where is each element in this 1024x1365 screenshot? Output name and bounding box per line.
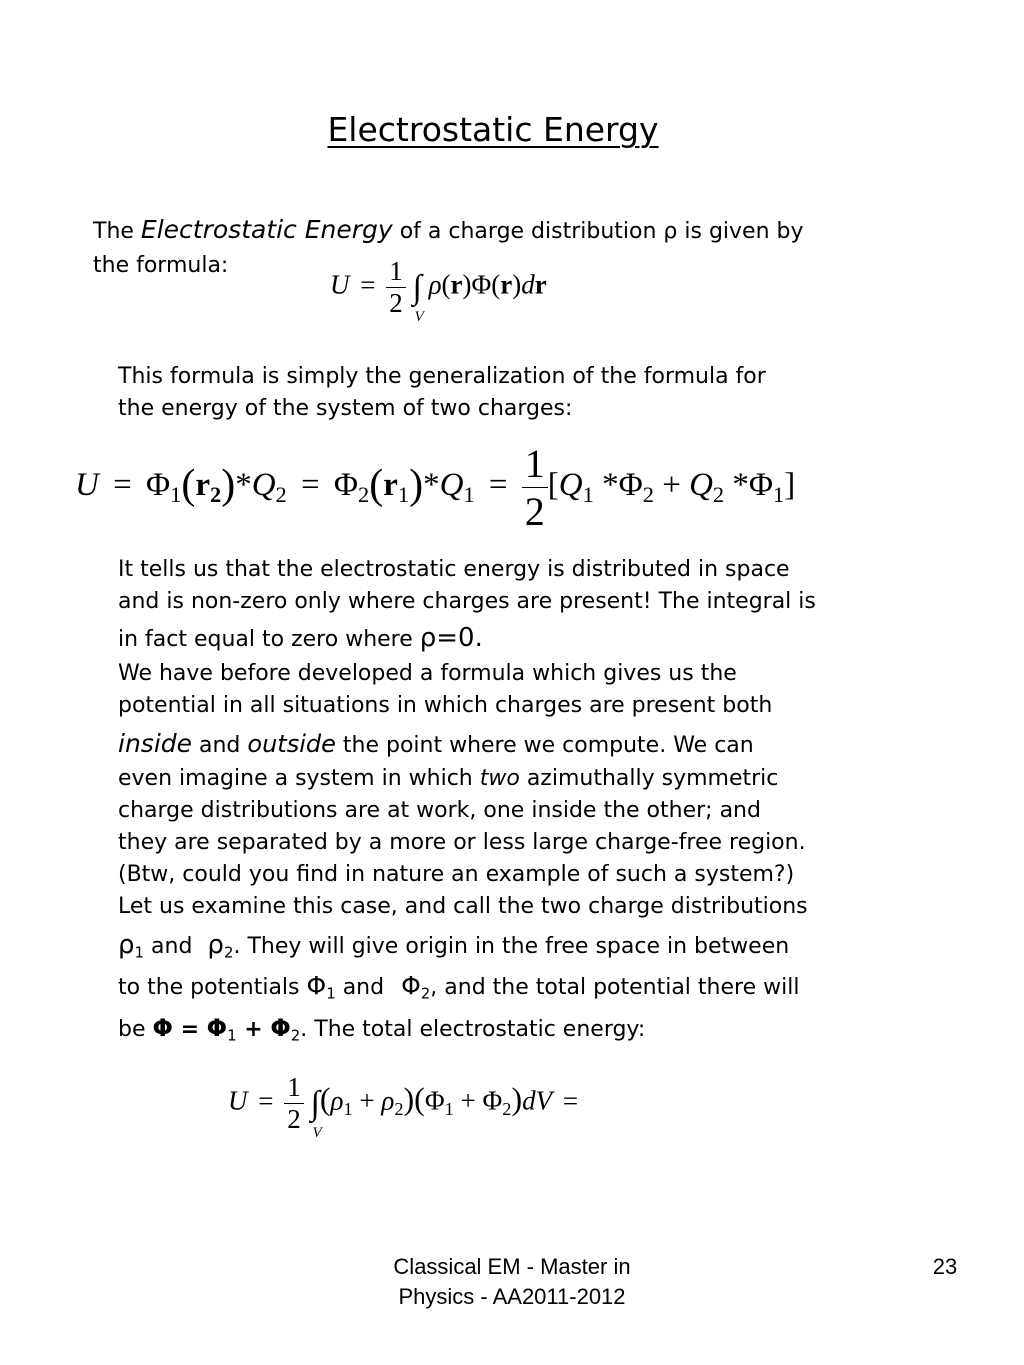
para3-line-3-rest: the point where we compute. We can	[335, 733, 754, 758]
page-number: 23	[932, 1254, 958, 1279]
eq2-sub: 2	[209, 481, 222, 507]
slide-title: Electrostatic Energy	[327, 110, 659, 149]
para3-line-3	[118, 728, 754, 763]
eq3-rho: ρ	[330, 1085, 344, 1116]
intro-pre: The	[93, 219, 141, 244]
para3-line-1: We have before developed a formula which gives us the	[118, 661, 737, 686]
eq3-int-sub: V	[312, 1124, 322, 1141]
para1-line-2: the energy of the system of two charges:	[118, 396, 573, 421]
eq2-sub: 1	[773, 481, 785, 507]
eq1-d: d	[521, 269, 535, 300]
eq2-star: *	[423, 467, 440, 504]
eq1-r3: r	[534, 269, 547, 300]
eq1-num: 1	[386, 256, 406, 288]
eq2-star: *	[732, 467, 749, 504]
para3-line-9-rest: . They will give origin in the free space in between	[233, 934, 790, 959]
eq2-sub: 1	[463, 481, 475, 507]
eq2-eq-2: =	[301, 467, 320, 504]
eq2-eq-3: =	[488, 467, 508, 504]
eq1-int-sign: ∫	[412, 268, 422, 306]
eq1-rho: ρ	[428, 269, 442, 300]
phi-symbol: Φ	[270, 1014, 291, 1042]
phi-symbol: Φ	[206, 1014, 228, 1042]
eq2-num: 1	[522, 440, 548, 488]
eq2-sub: 2	[358, 481, 370, 507]
eq3-num: 1	[284, 1072, 304, 1104]
para3-line-8: Let us examine this case, and call the two charge distributions	[118, 894, 808, 919]
sub-index: 2	[290, 1026, 301, 1045]
eq1-r2: r	[500, 269, 513, 300]
eq3-sub: 2	[394, 1099, 404, 1120]
eq3-plus: +	[359, 1085, 375, 1116]
sub-index: 1	[227, 1026, 237, 1045]
eq3-rho: ρ	[381, 1085, 395, 1116]
para3-line-6: they are separated by a more or less large charge-free region.	[118, 830, 806, 855]
eq2-sub: 1	[397, 481, 410, 507]
eq2-Q: Q	[558, 467, 583, 504]
eq3-plus: +	[460, 1085, 476, 1116]
eq2-sub: 2	[642, 481, 654, 507]
para2-line-3	[118, 622, 483, 657]
para3-line-10	[118, 970, 799, 1005]
para3-line-4a: even imagine a system in which	[118, 766, 480, 791]
sub-index: 2	[223, 943, 234, 962]
eq3-sub: 1	[444, 1099, 454, 1120]
eq2-phi: Φ	[748, 467, 773, 504]
para3-line-10-rest: , and the total potential there will	[430, 975, 800, 1000]
eq1-equals: =	[360, 269, 376, 300]
eq3-int-sign: ∫	[310, 1084, 320, 1122]
eq2-den: 2	[524, 489, 545, 534]
eq2-sub: 1	[582, 481, 594, 507]
eq2-phi-2: Φ	[333, 467, 358, 504]
eq2-sub: 1	[170, 481, 182, 507]
phi-symbol: Φ	[306, 971, 327, 1000]
para3-line-9	[118, 929, 789, 964]
eq1-r1: r	[450, 269, 463, 300]
intro-line-1	[93, 214, 804, 249]
eq2-Q: Q	[251, 467, 276, 504]
eq2-lbracket: [	[547, 467, 559, 504]
eq1-fraction	[386, 256, 406, 319]
rho-symbol: ρ	[207, 930, 224, 960]
para3-line-2: potential in all situations in which charges are present both	[118, 693, 773, 718]
para3-inside: inside	[118, 729, 193, 758]
eq3-phi: Φ	[482, 1085, 503, 1116]
eq2-plus: +	[662, 467, 681, 504]
eq2-phi-1: Φ	[145, 467, 171, 504]
para3-line-7: (Btw, could you find in nature an example of such a system?)	[118, 862, 795, 887]
eq3-sub: 1	[343, 1099, 353, 1120]
eq2-Q: Q	[439, 467, 464, 504]
eq1-integral	[412, 268, 424, 325]
para3-line-4	[118, 763, 778, 796]
eq2-U: U	[75, 467, 99, 504]
para2-line-3-text: in fact equal to zero where	[118, 627, 420, 652]
eq3-phi: Φ	[424, 1085, 445, 1116]
equation-3: U = $\frac{1}{2}$ ∫ V $(\rho_1 + \rho_2)(\Phi_1 + \Phi_2)dV$ =	[228, 1072, 579, 1141]
eq2-sub: 2	[712, 481, 725, 507]
eq2-sub: 2	[275, 481, 287, 507]
eq3-dV: dV	[522, 1085, 553, 1116]
para3-two: two	[479, 766, 520, 791]
footer-course	[312, 1252, 712, 1312]
para3-line-11	[118, 1012, 645, 1047]
para3-line-11-rest: . The total electrostatic energy:	[300, 1017, 646, 1042]
intro-line-2: the formula:	[93, 253, 229, 278]
eq2-eq-1: =	[113, 467, 132, 504]
rho-symbol: ρ	[118, 930, 135, 960]
para1-line-1: This formula is simply the generalization of the formula for	[118, 364, 766, 389]
intro-post: of a charge distribution ρ is given by	[392, 219, 804, 244]
eq3-sub: 2	[502, 1099, 512, 1120]
eq1-int-sub: V	[414, 308, 424, 325]
para2-rho-zero: ρ=0.	[419, 623, 483, 653]
eq2-star: *	[235, 467, 252, 504]
para3-and: and	[192, 733, 248, 758]
plus-sign: +	[236, 1017, 271, 1042]
eq-sign: =	[172, 1017, 207, 1042]
and-word: and	[144, 934, 200, 959]
eq2-rbracket: ]	[784, 467, 796, 504]
eq3-den: 2	[287, 1104, 301, 1134]
para2-line-1: It tells us that the electrostatic energy is distributed in space	[118, 557, 790, 582]
eq3-U: U	[228, 1085, 248, 1116]
equation-2: $U = \Phi_1(r_2)*Q_2 = \Phi_2(r_1)*Q_1$ = $\frac{1}{2}$ [$Q_1$ $*\Phi_2 + Q_2$ $*\Phi_1$]	[75, 441, 796, 534]
sub-index: 2	[420, 984, 431, 1003]
para3-line-4b: azimuthally symmetric	[519, 766, 779, 791]
para2-line-2: and is non-zero only where charges are present! The integral is	[118, 589, 816, 614]
para3-line-5: charge distributions are at work, one inside the other; and	[118, 798, 761, 823]
eq3-trailing-equals: =	[562, 1085, 579, 1116]
phi-symbol: Φ	[152, 1014, 173, 1042]
and-word: and	[335, 975, 392, 1000]
eq2-star: *	[602, 467, 619, 504]
eq3-equals: =	[258, 1085, 274, 1116]
eq1-phi: Φ	[471, 269, 492, 300]
equation-1: U = $\frac{1}{2}$ ∫ V ρ(r)Φ(r)dr	[330, 256, 547, 325]
eq1-U: U	[330, 269, 350, 300]
eq2-phi: Φ	[618, 467, 643, 504]
phi-symbol: Φ	[401, 971, 421, 1000]
eq1-den: 2	[389, 288, 403, 318]
intro-emph: Electrostatic Energy	[140, 215, 393, 244]
para3-outside: outside	[247, 730, 336, 758]
footer-line-2: Physics - AA2011-2012	[398, 1284, 626, 1309]
para3-line-10a: to the potentials	[118, 975, 307, 1000]
sub-index: 1	[326, 984, 336, 1003]
footer-line-1: Classical EM - Master in	[393, 1254, 631, 1279]
eq3-fraction	[284, 1072, 304, 1135]
sub-index: 1	[134, 943, 145, 962]
eq2-fraction	[522, 440, 548, 535]
eq2-Q: Q	[689, 467, 713, 504]
be-word: be	[118, 1017, 153, 1042]
eq3-integral	[310, 1084, 322, 1141]
